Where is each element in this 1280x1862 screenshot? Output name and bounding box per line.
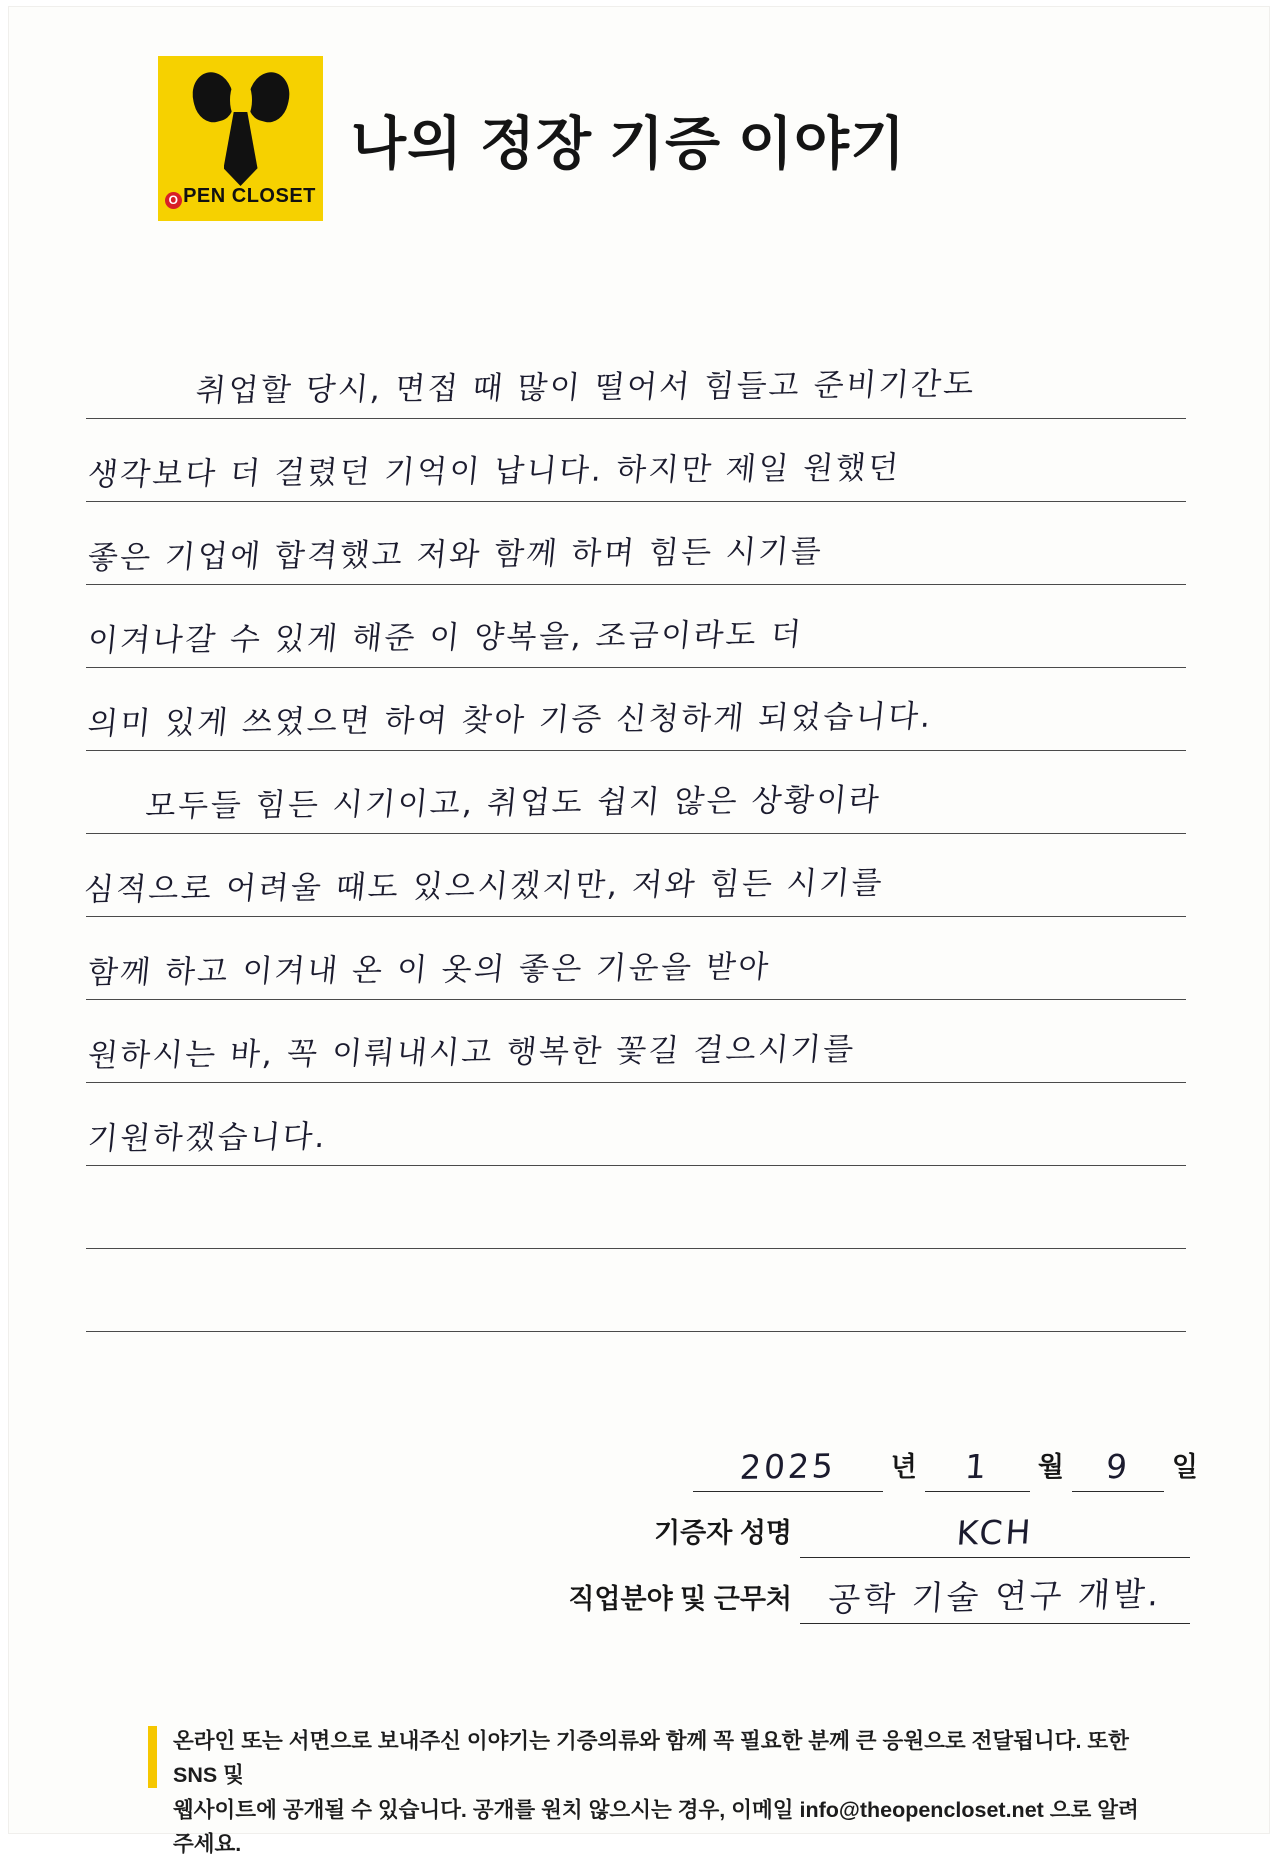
letter-line [86, 1249, 1186, 1332]
letter-line [86, 419, 1186, 502]
job-field-row [478, 1558, 1198, 1624]
donor-name-field[interactable] [800, 1507, 1190, 1558]
donor-name-value: KCH [955, 1512, 1035, 1553]
letter-line-text: 원하시는 바, 꼭 이뤄내시고 행복한 꽃길 걸으시기를 [86, 1031, 858, 1074]
letter-line [82, 834, 1186, 917]
letter-line-text: 기원하겠습니다. [86, 1118, 330, 1157]
job-field-input[interactable] [800, 1573, 1190, 1624]
donor-name-row [478, 1492, 1198, 1558]
month-value: 1 [963, 1446, 991, 1487]
footer-note [148, 1724, 1158, 1862]
day-field[interactable] [1072, 1441, 1164, 1492]
job-field-label: 직업분야 및 근무처 [568, 1584, 792, 1614]
scanned-page [8, 6, 1270, 1857]
accent-bar [148, 1726, 157, 1788]
letter-line [86, 502, 1186, 585]
logo-wordmark [158, 185, 323, 209]
document-header [158, 56, 906, 221]
footer-line-2: 웹사이트에 공개될 수 있습니다. 공개를 원치 않으시는 경우, 이메일 info@theopencloset.net 으로 알려주세요. [173, 1797, 1139, 1857]
letter-line [86, 751, 1186, 834]
letter-line-text: 심적으로 어려울 때도 있으시겠지만, 저와 힘든 시기를 [82, 864, 886, 908]
letter-line [86, 1000, 1186, 1083]
open-closet-logo [158, 56, 323, 221]
letter-line-text [86, 1231, 1186, 1241]
job-field-value: 공학 기술 연구 개발. [827, 1574, 1163, 1619]
year-value: 2025 [738, 1446, 838, 1487]
letter-line [86, 1166, 1186, 1249]
month-unit-label: 월 [1037, 1452, 1064, 1482]
rule-line [86, 1331, 1186, 1332]
donor-name-label: 기증자 성명 [654, 1518, 792, 1548]
letter-line-text: 이겨나갈 수 있게 해준 이 양복을, 조금이라도 더 [86, 616, 805, 659]
logo-brand-text: PEN CLOSET [183, 185, 316, 207]
letter-line-text: 의미 있게 쓰였으면 하여 찾아 기증 신청하게 되었습니다. [86, 698, 935, 742]
footer-text [173, 1724, 1158, 1862]
date-row [478, 1426, 1198, 1492]
letter-line-text: 함께 하고 이겨내 온 이 옷의 좋은 기운을 받아 [86, 949, 773, 991]
letter-line [86, 585, 1186, 668]
logo-o-mark: O [165, 192, 182, 209]
month-field[interactable] [925, 1441, 1030, 1492]
footer-line-1: 온라인 또는 서면으로 보내주신 이야기는 기증의류와 함께 꼭 필요한 분께 큰 응원으로 전달됩니다. 또한 SNS 및 [173, 1729, 1129, 1788]
letter-line [86, 336, 1186, 419]
day-value: 9 [1104, 1446, 1132, 1487]
year-field[interactable] [693, 1441, 883, 1492]
letter-line-text: 모두들 힘든 시기이고, 취업도 쉽지 않은 상황이라 [144, 782, 883, 825]
year-unit-label: 년 [890, 1452, 917, 1482]
letter-line [86, 917, 1186, 1000]
letter-line [86, 1083, 1186, 1166]
handwritten-letter [82, 336, 1186, 1332]
letter-line-text: 좋은 기업에 합격했고 저와 함께 하며 힘든 시기를 [86, 533, 825, 576]
page-title: 나의 정장 기증 이야기 [351, 111, 907, 176]
letter-line-text: 생각보다 더 걸렸던 기억이 납니다. 하지만 제일 원했던 [86, 449, 903, 493]
letter-line-text [86, 1314, 1186, 1324]
signature-block [478, 1426, 1198, 1624]
letter-line-text: 취업할 당시, 면접 때 많이 떨어서 힘들고 준비기간도 [194, 366, 978, 410]
day-unit-label: 일 [1171, 1452, 1198, 1482]
letter-line [86, 668, 1186, 751]
